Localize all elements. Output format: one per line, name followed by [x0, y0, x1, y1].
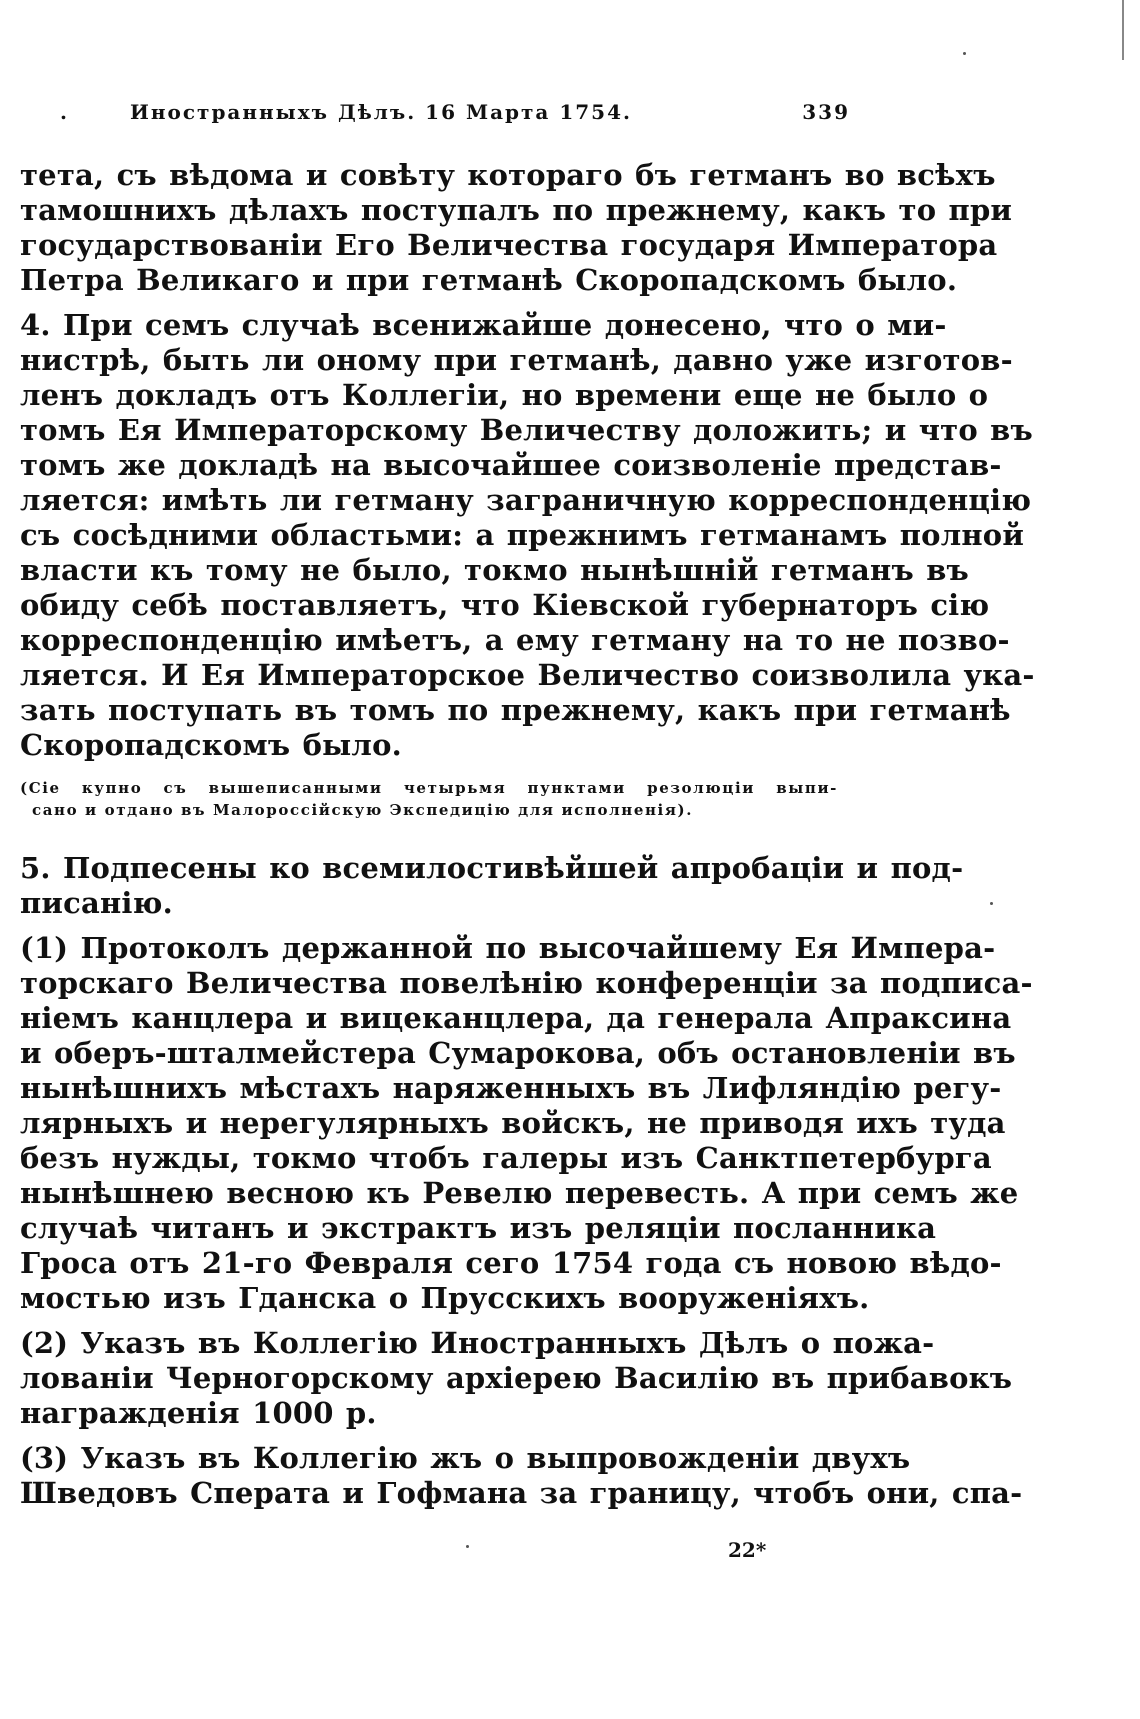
- text-line: ляется. И Ея Императорское Величество соизволила ука-: [20, 658, 1035, 692]
- text-line: случаѣ читанъ и экстрактъ изъ реляціи посланника: [20, 1211, 937, 1245]
- note-line: сано и отдано въ Малороссійскую Экспедицію для исполненія).: [32, 801, 694, 819]
- body-text: [20, 158, 1035, 1521]
- text-line: корреспонденцію имѣетъ, а ему гетману на то не позво-: [20, 623, 1010, 657]
- text-line: съ сосѣдними областьми: а прежнимъ гетманамъ полной: [20, 518, 1025, 552]
- editorial-note: [20, 777, 838, 821]
- running-head-title: Иностранныхъ Дѣлъ. 16 Марта 1754.: [130, 100, 632, 124]
- text-line: 4. При семъ случаѣ всенижайше донесено, что о ми-: [20, 308, 947, 342]
- text-line: и оберъ-шталмейстера Сумарокова, объ остановленіи въ: [20, 1036, 1016, 1070]
- text-line: (1) Протоколъ держанной по высочайшему Ея Импера-: [20, 931, 996, 965]
- header-marker: .: [60, 100, 69, 124]
- note-line: (Сіе купно съ вышеписанными четырьмя пунктами резолюціи выпи-: [20, 779, 838, 797]
- page-number: 339: [802, 100, 850, 124]
- paragraph-subitem-3: [20, 1441, 1023, 1511]
- text-line: безъ нужды, токмо чтобъ галеры изъ Санктпетербурга: [20, 1141, 992, 1175]
- text-line: Петра Великаго и при гетманѣ Скоропадскомъ было.: [20, 263, 958, 297]
- text-line: лярныхъ и нерегулярныхъ войскъ, не приводя ихъ туда: [20, 1106, 1006, 1140]
- paragraph-subitem-1: [20, 931, 1033, 1316]
- paragraph-item-4: [20, 308, 1035, 763]
- text-line: нынѣшнихъ мѣстахъ наряженныхъ въ Лифляндію регу-: [20, 1071, 1002, 1105]
- text-line: ляется: имѣть ли гетману заграничную корреспонденцію: [20, 483, 1032, 517]
- paragraph-subitem-2: [20, 1326, 1013, 1431]
- text-line: тамошнихъ дѣлахъ поступалъ по прежнему, какъ то при: [20, 193, 1013, 227]
- scan-speck: [466, 1545, 469, 1548]
- text-line: лованіи Черногорскому архіерею Василію въ прибавокъ: [20, 1361, 1013, 1395]
- text-line: зать поступать въ томъ по прежнему, какъ при гетманѣ: [20, 693, 1011, 727]
- text-line: писанію.: [20, 886, 173, 920]
- text-line: мостью изъ Гданска о Прусскихъ вооруженіяхъ.: [20, 1281, 870, 1315]
- scan-speck: [990, 902, 993, 905]
- text-line: тета, съ вѣдома и совѣту котораго бъ гетманъ во всѣхъ: [20, 158, 996, 192]
- text-line: государствованіи Его Величества государя Императора: [20, 228, 998, 262]
- scan-edge-line: [1122, 0, 1124, 60]
- text-line: ніемъ канцлера и вицеканцлера, да генерала Апраксина: [20, 1001, 1012, 1035]
- signature-mark: 22*: [728, 1538, 767, 1562]
- text-line: Гроса отъ 21-го Февраля сего 1754 года съ новою вѣдо-: [20, 1246, 1002, 1280]
- scan-speck: [963, 52, 966, 55]
- text-line: (2) Указъ въ Коллегію Иностранныхъ Дѣлъ о пожа-: [20, 1326, 935, 1360]
- text-line: томъ Ея Императорскому Величеству доложить; и что въ: [20, 413, 1033, 447]
- text-line: 5. Подпесены ко всемилостивѣйшей апробаціи и под-: [20, 851, 964, 885]
- text-line: нистрѣ, быть ли оному при гетманѣ, давно уже изготов-: [20, 343, 1013, 377]
- text-line: обиду себѣ поставляетъ, что Кіевской губернаторъ сію: [20, 588, 990, 622]
- text-line: власти къ тому не было, токмо нынѣшній гетманъ въ: [20, 553, 969, 587]
- text-line: томъ же докладѣ на высочайшее соизволеніе представ-: [20, 448, 1002, 482]
- text-line: Шведовъ Сперата и Гофмана за границу, чтобъ они, спа-: [20, 1476, 1023, 1510]
- paragraph-item-5: [20, 851, 964, 921]
- running-head: [60, 100, 850, 130]
- paragraph-continuation: [20, 158, 1013, 298]
- text-line: награжденія 1000 р.: [20, 1396, 377, 1430]
- text-line: ленъ докладъ отъ Коллегіи, но времени еще не было о: [20, 378, 989, 412]
- text-line: (3) Указъ въ Коллегію жъ о выпровожденіи двухъ: [20, 1441, 911, 1475]
- text-line: торскаго Величества повелѣнію конференціи за подписа-: [20, 966, 1033, 1000]
- text-line: нынѣшнею весною къ Ревелю перевесть. А при семъ же: [20, 1176, 1019, 1210]
- text-line: Скоропадскомъ было.: [20, 728, 402, 762]
